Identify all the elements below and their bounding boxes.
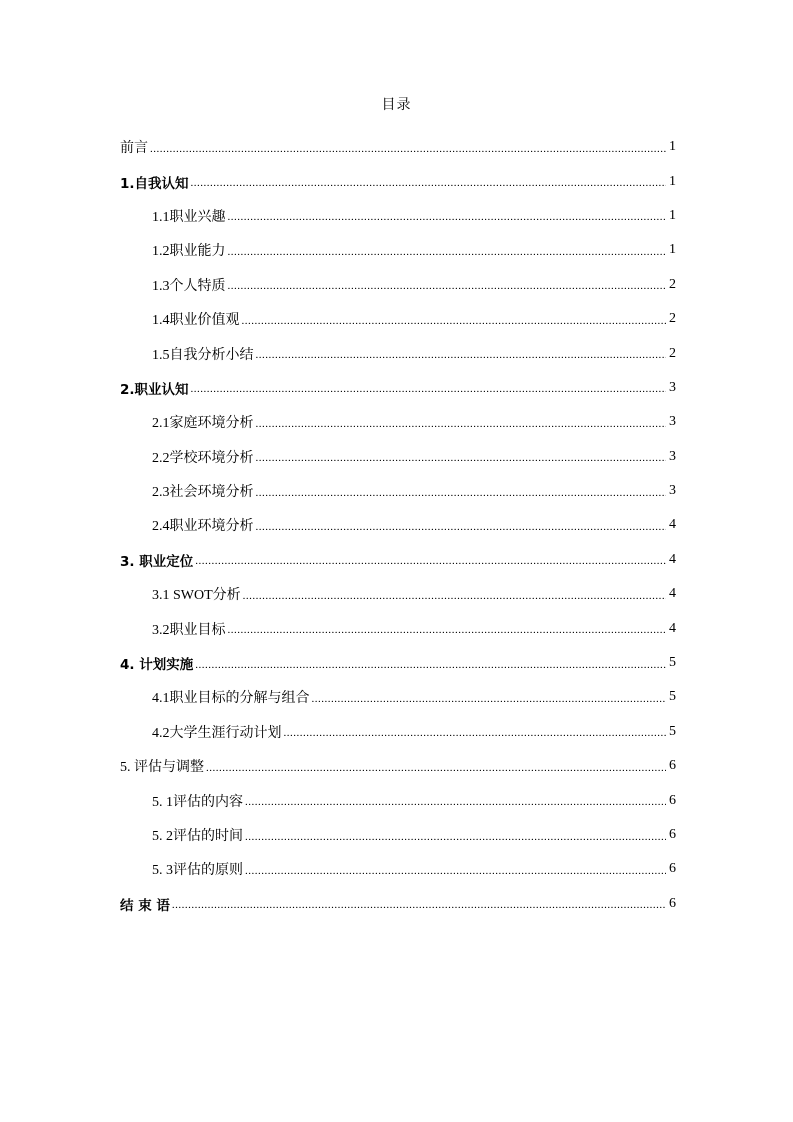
toc-entry-page-number: 3 (669, 483, 676, 499)
toc-entry-label: 3.1 SWOT分析 (152, 588, 241, 604)
dot-leader (242, 315, 667, 327)
toc-entry-page-number: 6 (669, 758, 676, 774)
toc-entry[interactable] (120, 577, 676, 611)
toc-entry-label: 5. 2评估的时间 (152, 829, 243, 844)
dot-leader (284, 727, 667, 739)
toc-entry[interactable] (120, 199, 676, 233)
toc-entry-label: 2.职业认知 (120, 381, 189, 398)
toc-entry-label: 1.4职业价值观 (152, 313, 240, 329)
toc-entry[interactable] (120, 887, 676, 921)
toc-entry-page-number: 2 (669, 276, 676, 292)
toc-entry[interactable] (120, 130, 676, 164)
toc-entry[interactable] (120, 543, 676, 577)
toc-entry-label: 1.5自我分析小结 (152, 347, 254, 363)
dot-leader (256, 349, 667, 361)
toc-entry[interactable] (120, 749, 676, 783)
dot-leader (195, 555, 666, 567)
toc-entry-page-number: 4 (669, 620, 676, 636)
toc-entry[interactable] (120, 611, 676, 645)
toc-entry[interactable] (120, 440, 676, 474)
dot-leader (256, 487, 667, 499)
toc-entry[interactable] (120, 474, 676, 508)
toc-entry-page-number: 5 (669, 655, 676, 671)
dot-leader (150, 143, 666, 155)
toc-entry-label: 3. 职业定位 (120, 553, 194, 570)
toc-title: 目录 (381, 98, 412, 113)
dot-leader (228, 280, 667, 292)
toc-entry-label: 5. 3评估的原则 (152, 863, 243, 879)
dot-leader (191, 177, 666, 189)
toc-entry-page-number: 4 (669, 551, 676, 567)
toc-entry[interactable] (120, 508, 676, 542)
dot-leader (245, 796, 666, 808)
toc-entry-label: 前言 (120, 141, 148, 157)
toc-entry[interactable] (120, 783, 676, 817)
toc-entry-page-number: 3 (669, 379, 676, 395)
toc-entry[interactable] (120, 268, 676, 302)
toc-entry[interactable] (120, 715, 676, 749)
toc-entry-page-number: 6 (669, 895, 676, 911)
toc-entry-page-number: 6 (669, 827, 676, 842)
dot-leader (245, 831, 666, 843)
toc-entry-page-number: 4 (669, 517, 676, 533)
toc-entry-label: 4.1职业目标的分解与组合 (152, 691, 310, 707)
toc-entry[interactable] (120, 371, 676, 405)
toc-entry-page-number: 5 (669, 723, 676, 739)
toc-entry-page-number: 1 (669, 139, 676, 155)
toc-entry[interactable] (120, 233, 676, 267)
dot-leader (228, 246, 667, 258)
toc-entry[interactable] (120, 302, 676, 336)
toc-entry-label: 5. 1评估的内容 (152, 794, 243, 810)
dot-leader (172, 899, 666, 911)
toc-entry[interactable] (120, 405, 676, 439)
toc-entry[interactable] (120, 680, 676, 714)
toc-entry-label: 2.2学校环境分析 (152, 450, 254, 466)
toc-entry-page-number: 6 (669, 792, 676, 808)
toc-entry-page-number: 6 (669, 861, 676, 877)
toc-entry-page-number: 1 (669, 242, 676, 258)
toc-entry[interactable] (120, 852, 676, 886)
toc-entry-page-number: 1 (669, 173, 676, 189)
table-of-contents (120, 130, 676, 921)
toc-entry-page-number: 2 (669, 345, 676, 361)
toc-entry-page-number: 2 (669, 311, 676, 327)
toc-entry-label: 1.2职业能力 (152, 244, 226, 260)
dot-leader (206, 762, 666, 774)
dot-leader (228, 211, 667, 223)
dot-leader (245, 865, 666, 877)
dot-leader (256, 418, 667, 430)
toc-entry[interactable] (120, 336, 676, 370)
toc-entry-label: 2.4职业环境分析 (152, 519, 254, 535)
toc-entry[interactable] (120, 164, 676, 198)
dot-leader (256, 521, 667, 533)
toc-entry-label: 结 束 语 (120, 897, 170, 914)
dot-leader (191, 383, 666, 395)
toc-entry-label: 1.3个人特质 (152, 278, 226, 294)
dot-leader (243, 590, 666, 602)
toc-entry-label: 5. 评估与调整 (120, 760, 204, 776)
toc-entry-page-number: 5 (669, 689, 676, 705)
toc-entry-label: 2.3社会环境分析 (152, 485, 254, 501)
dot-leader (195, 659, 666, 671)
toc-entry-label: 3.2职业目标 (152, 622, 226, 638)
toc-entry-label: 1.自我认知 (120, 175, 189, 192)
toc-entry-page-number: 3 (669, 414, 676, 430)
toc-entry-label: 4. 计划实施 (120, 657, 194, 674)
dot-leader (256, 452, 667, 464)
toc-entry-page-number: 3 (669, 448, 676, 464)
dot-leader (312, 693, 667, 705)
toc-entry-label: 4.2大学生涯行动计划 (152, 725, 282, 741)
toc-entry-page-number: 1 (669, 207, 676, 223)
dot-leader (228, 624, 667, 636)
toc-entry-label: 2.1家庭环境分析 (152, 416, 254, 432)
toc-entry-label: 1.1职业兴趣 (152, 209, 226, 225)
toc-entry[interactable] (120, 818, 676, 852)
toc-entry[interactable] (120, 646, 676, 680)
toc-entry-page-number: 4 (669, 586, 676, 602)
